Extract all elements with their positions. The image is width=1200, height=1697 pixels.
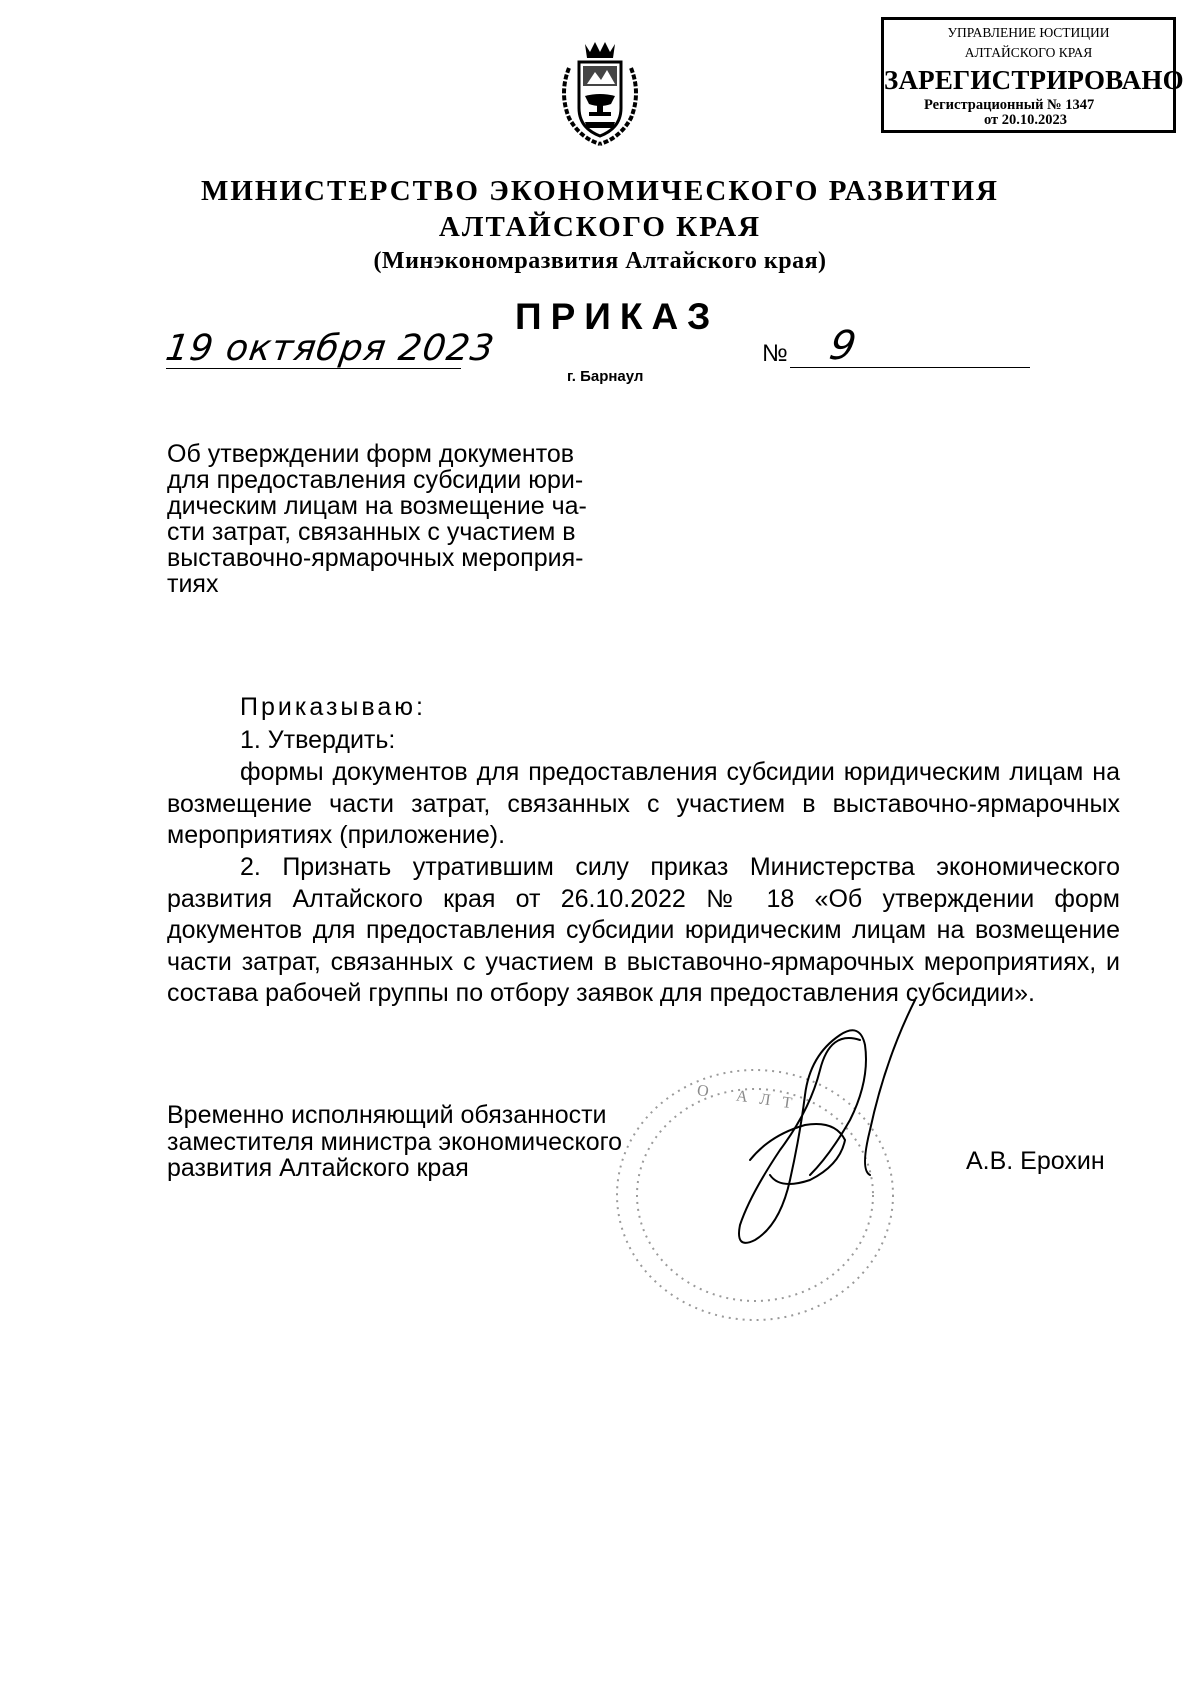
document-type: ПРИКАЗ	[515, 296, 720, 337]
subject-line: дическим лицам на возмещение ча-	[167, 492, 587, 520]
subject-line: тиях	[167, 570, 219, 598]
document-number: 9	[825, 323, 860, 369]
signer-name: А.В. Ерохин	[966, 1147, 1105, 1175]
item2-text: 2. Признать утратившим силу приказ Министерства экономического развития Алтайского края от 26.10.2022 № 18 «Об утверждении форм документов для предоставления субсидии юридическим лицам на возмещение части затрат, связанных с участием в выставочно-ярмарочных мероприятиях, и состава рабочей группы по отбору заявок для предоставления субсидии».	[167, 853, 1120, 1007]
document-city: г. Барнаул	[567, 368, 644, 385]
number-label: №	[762, 340, 788, 367]
signature-icon	[710, 1000, 960, 1270]
stamp-reg-number: Регистрационный № 1347	[924, 97, 1095, 113]
date-underline	[166, 368, 461, 369]
signer-title-line: развития Алтайского края	[167, 1154, 469, 1182]
stamp-status: ЗАРЕГИСТРИРОВАНО	[884, 65, 1184, 95]
stamp-org-line1: УПРАВЛЕНИЕ ЮСТИЦИИ	[947, 25, 1110, 40]
subject-line: сти затрат, связанных с участием в	[167, 518, 576, 546]
stamp-reg-date: от 20.10.2023	[984, 112, 1068, 128]
signer-position	[167, 1102, 622, 1182]
item1-title: 1. Утвердить:	[240, 726, 396, 754]
ministry-short-name: (Минэкономразвития Алтайского края)	[373, 248, 827, 274]
registration-stamp	[881, 17, 1184, 133]
number-underline	[790, 367, 1030, 368]
subject-line: выставочно-ярмарочных мероприя-	[167, 544, 584, 572]
item1-text: формы документов для предоставления субсидии юридическим лицам на возмещение части затрат, связанных с участием в выставочно-ярмарочных мероприятиях (приложение).	[167, 758, 1120, 849]
document-subject	[167, 441, 617, 597]
stamp-org-line2: АЛТАЙСКОГО КРАЯ	[964, 45, 1093, 60]
document-date: 19 октября 2023	[163, 328, 498, 369]
subject-line: для предоставления субсидии юри-	[167, 466, 584, 494]
ministry-name-line1: МИНИСТЕРСТВО ЭКОНОМИЧЕСКОГО РАЗВИТИЯ	[201, 175, 999, 207]
subject-line: Об утверждении форм документов	[167, 440, 575, 468]
signer-title-line: Временно исполняющий обязанности	[167, 1101, 607, 1129]
seal-text: О АЛТ	[695, 1081, 805, 1114]
ministry-name-line2: АЛТАЙСКОГО КРАЯ	[438, 211, 762, 243]
order-word: Приказываю:	[240, 693, 426, 721]
signer-title-line: заместителя министра экономического	[167, 1127, 623, 1156]
coat-of-arms-icon	[555, 38, 645, 150]
